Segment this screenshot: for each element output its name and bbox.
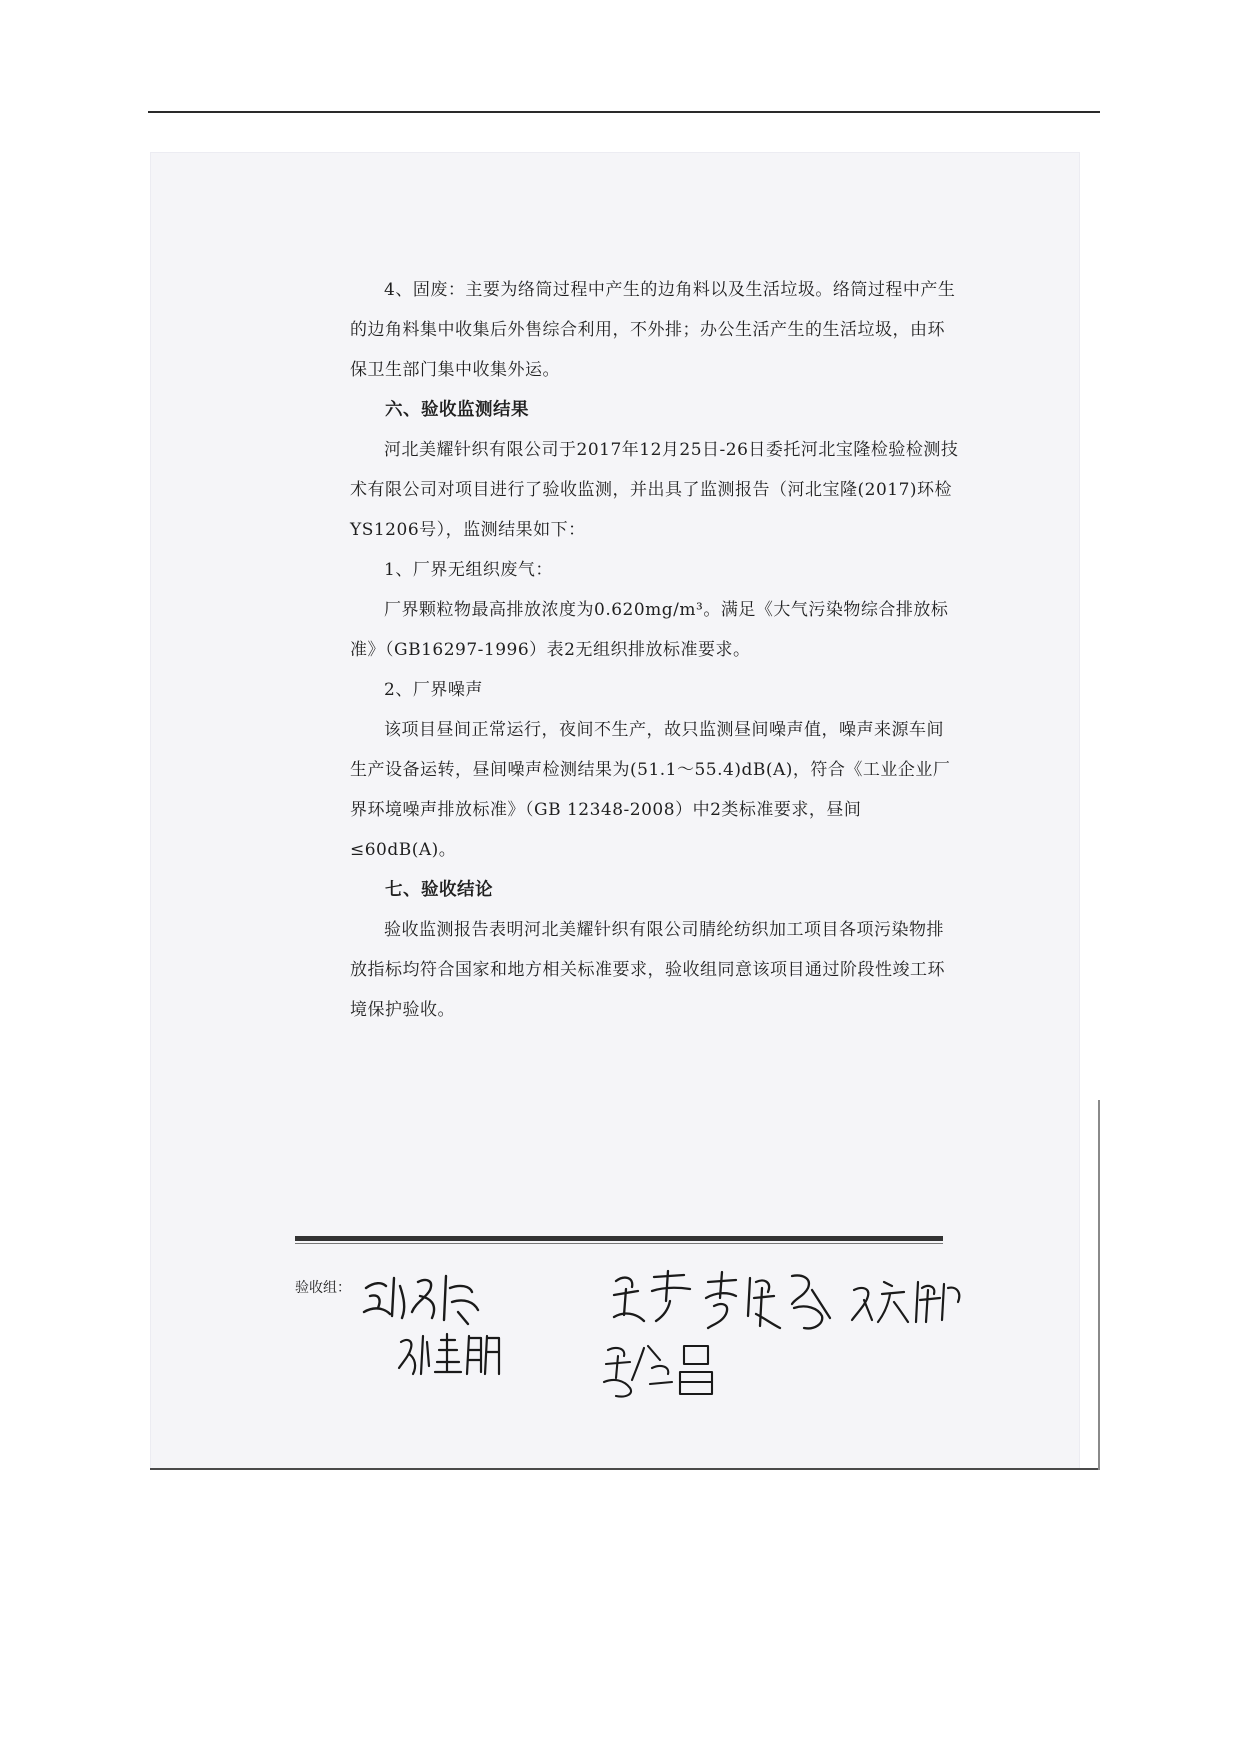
paragraph-waste-gas: 厂界颗粒物最高排放浓度为0.620mg/m³。满足《大气污染物综合排放标准》（GB16297-1996）表2无组织排放标准要求。 — [350, 600, 949, 660]
paragraph-solid-waste: 4、固废：主要为络筒过程中产生的边角料以及生活垃圾。络筒过程中产生的边角料集中收集后外售综合利用，不外排；办公生活产生的生活垃圾，由环保卫生部门集中收集外运。 — [350, 280, 956, 380]
subheading-noise: 2、厂界噪声 — [384, 680, 483, 700]
signature-6 — [600, 1338, 730, 1402]
signature-rule-thin — [295, 1243, 943, 1244]
paragraph-noise: 该项目昼间正常运行，夜间不生产，故只监测昼间噪声值，噪声来源车间生产设备运转，昼间噪声检测结果为(51.1～55.4)dB(A)，符合《工业企业厂界环境噪声排放标准》（GB 12348-2008）中2类标准要求，昼间≤60dB(A)。 — [350, 720, 951, 860]
heading-conclusion: 七、验收结论 — [385, 880, 493, 900]
signature-4 — [700, 1268, 840, 1334]
signature-label: 验收组： — [295, 1280, 351, 1296]
paragraph-conclusion: 验收监测报告表明河北美耀针织有限公司腈纶纺织加工项目各项污染物排放指标均符合国家和地方相关标准要求，验收组同意该项目通过阶段性竣工环境保护验收。 — [350, 920, 945, 1020]
signature-1 — [360, 1268, 490, 1328]
scan-edge-right — [1098, 1100, 1100, 1470]
header-rule — [148, 111, 1100, 113]
signature-2 — [395, 1328, 505, 1380]
heading-monitoring-results: 六、验收监测结果 — [385, 400, 529, 420]
scan-edge-bottom — [150, 1468, 1100, 1470]
paragraph-monitoring-intro: 河北美耀针织有限公司于2017年12月25日-26日委托河北宝隆检验检测技术有限公司对项目进行了验收监测，并出具了监测报告（河北宝隆(2017)环检YS1206号），监测结果如下： — [350, 440, 959, 540]
signature-5 — [848, 1272, 966, 1328]
subheading-waste-gas: 1、厂界无组织废气： — [384, 560, 553, 580]
signature-3 — [610, 1265, 700, 1327]
document-body — [350, 270, 960, 1030]
signature-rule — [295, 1236, 943, 1241]
